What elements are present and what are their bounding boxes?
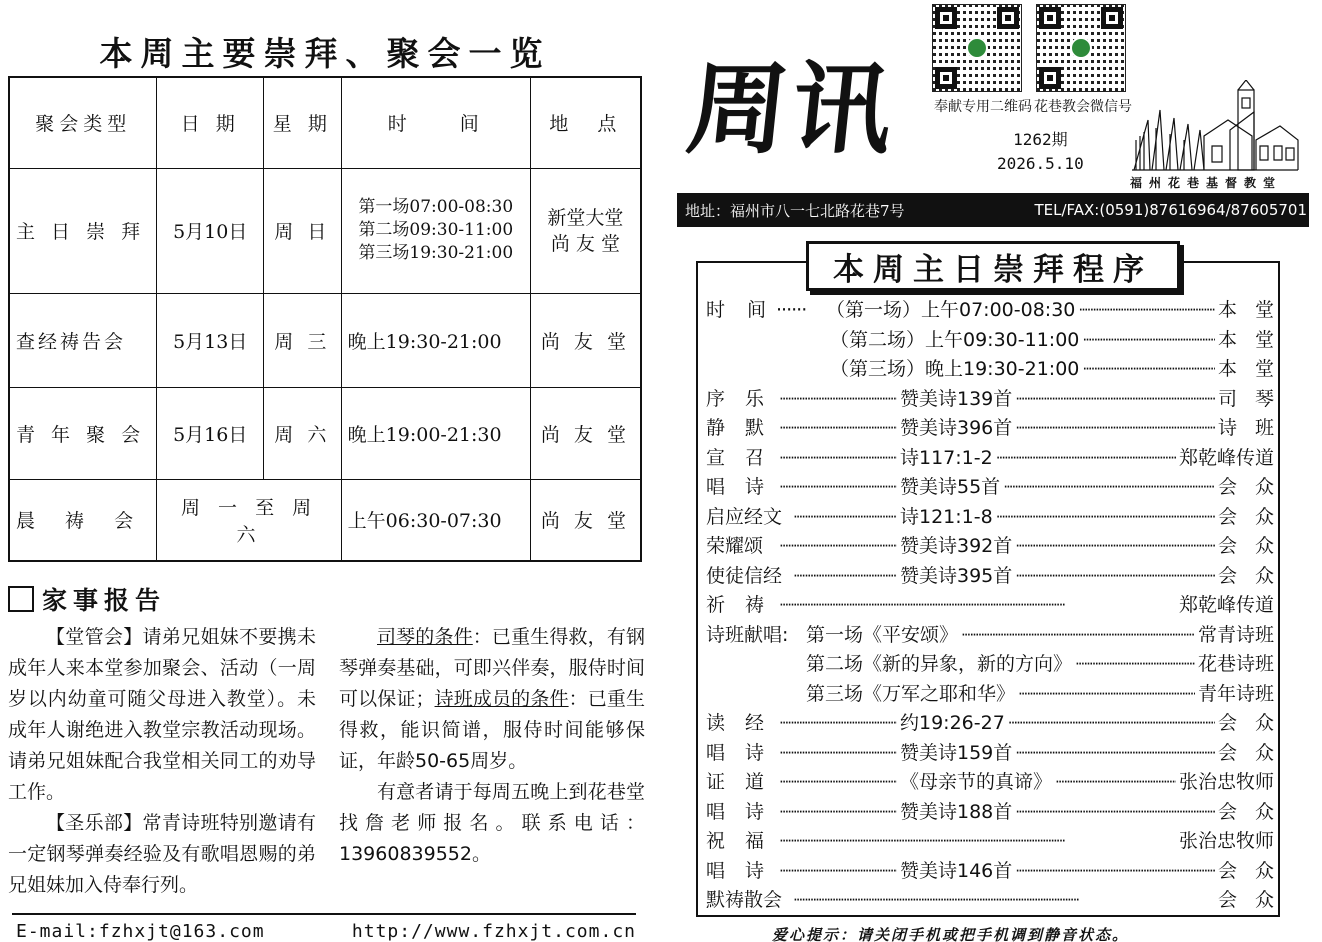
program-row (706, 886, 1292, 916)
program-leader: 张治忠牧师 (1178, 830, 1274, 852)
time-slot-2: 第二场09:30-11:00 (358, 220, 514, 240)
program-detail: 赞美诗139首 (900, 387, 1013, 410)
cell-place: 尚 友 堂 (530, 479, 641, 561)
program-detail: 赞美诗188首 (900, 800, 1013, 823)
program-label: 启应经文 (706, 505, 783, 528)
dots-leader (779, 857, 897, 887)
footer (16, 921, 636, 942)
donation-qr-code-icon (932, 4, 1022, 92)
wechat-qr-code-icon (1036, 4, 1126, 92)
program-row (706, 621, 1274, 651)
program-label: 静默 (706, 417, 785, 439)
program-items-1 (706, 385, 1292, 621)
footer-email[interactable]: E-mail:fzhxjt@163.com (16, 921, 265, 942)
cell-time (341, 168, 530, 293)
program-row (706, 503, 1292, 533)
program-row (706, 857, 1292, 887)
program-detail: 赞美诗392首 (900, 535, 1013, 557)
program-leader: 郑乾峰传道 (1178, 446, 1274, 469)
dots-leader (793, 886, 1215, 916)
program-row (706, 562, 1292, 592)
dots-leader (1015, 562, 1215, 592)
dots-leader (793, 562, 897, 592)
dots-leader (1008, 709, 1215, 739)
notice-title: 家事报告 (42, 586, 167, 615)
time-slot-1: 第一场07:00-08:30 (358, 197, 514, 217)
cell-place (530, 168, 641, 293)
program-leader: 会众 (1217, 712, 1292, 734)
tel-fax-text: TEL/FAX:(0591)87616964/87605701 (1034, 201, 1307, 219)
cell-weekday: 周 日 (263, 168, 341, 293)
program-label: 时 间 (706, 299, 775, 321)
cell-date: 5月13日 (157, 293, 264, 387)
table-header-row (9, 77, 641, 168)
notice-paragraph (8, 622, 316, 808)
program-label: 祝福 (706, 830, 785, 852)
cell-place: 尚 友 堂 (530, 293, 641, 387)
notice-text: 请弟兄姐妹不要携未成年人来本堂参加聚会、活动（一周岁以内幼童可随父母进入教堂）。未成年人谢绝进入教堂宗教活动现场。请弟兄姐妹配合我堂相关同工的劝导工作。 (8, 626, 316, 803)
cell-place: 尚 友 堂 (530, 387, 641, 479)
program-label: 宣召 (706, 446, 785, 469)
right-page (672, 0, 1322, 942)
condition-label: 诗班成员的条件 (434, 688, 569, 710)
qr1-label: 奉献专用二维码 (934, 99, 1032, 115)
program-title-box (806, 241, 1180, 291)
issue-info (997, 128, 1084, 176)
cell-date: 5月16日 (157, 387, 264, 479)
schedule-title: 本周主要崇拜、聚会一览 (99, 34, 551, 73)
program-detail: 赞美诗396首 (900, 417, 1013, 439)
program-detail: 赞美诗159首 (900, 741, 1013, 764)
masthead-title: 周讯 (681, 50, 903, 168)
dots-leader (779, 532, 897, 562)
dots-leader (1075, 650, 1195, 680)
program-row (706, 473, 1292, 503)
program-leader: 花巷诗班 (1197, 653, 1274, 675)
cell-time: 上午06:30-07:30 (341, 479, 530, 561)
program-detail: 《母亲节的真谛》 (900, 771, 1053, 793)
program-detail: 赞美诗395首 (900, 564, 1013, 587)
cell-date: 5月10日 (157, 168, 264, 293)
program-detail: 第二场《新的异象，新的方向》 (806, 653, 1073, 675)
cell-date-span: 周 一 至 周 六 (157, 479, 341, 561)
program-row (706, 414, 1292, 444)
program-leader: 会众 (1217, 564, 1292, 587)
program-row (706, 650, 1274, 680)
notice-paragraph (339, 622, 645, 777)
program-detail: 赞美诗146首 (900, 859, 1013, 882)
header-date: 日 期 (157, 77, 264, 168)
reminder-text: 爱心提示：请关闭手机或把手机调到静音状态。 (772, 926, 1130, 942)
notice-text: ：已重生得救，有钢琴弹奏基础，可即兴伴奏，服侍时间可以保证； (339, 626, 645, 710)
program-leader: 常青诗班 (1197, 623, 1274, 646)
program-leader: 会众 (1217, 741, 1292, 764)
dots-leader (779, 591, 1176, 621)
program-row (706, 680, 1274, 710)
cell-type: 晨 祷 会 (9, 479, 157, 561)
dots-leader (1082, 355, 1215, 385)
program-detail: 第三场《万军之耶和华》 (806, 682, 1016, 705)
dots-leader (779, 473, 897, 503)
dots-leader (1015, 857, 1215, 887)
program-row (706, 355, 1292, 385)
program-leader: 本堂 (1217, 328, 1292, 351)
program-leader: 会众 (1217, 505, 1292, 528)
dots-leader (779, 827, 1176, 857)
program-label: 使徒信经 (706, 564, 783, 587)
program-row (706, 444, 1274, 474)
program-items-2 (706, 709, 1292, 916)
program-label: 荣耀颂 (706, 535, 764, 557)
left-page (0, 0, 650, 942)
program-row (706, 385, 1292, 415)
dots-leader (1015, 739, 1215, 769)
program-label: 唱诗 (706, 859, 785, 882)
table-row (9, 387, 641, 479)
program-row (706, 532, 1292, 562)
program-detail: （第三场）晚上19:30-21:00 (830, 358, 1080, 380)
header-weekday: 星 期 (263, 77, 341, 168)
notice-text: 常青诗班特别邀请有一定钢琴弹奏经验及有歌唱恩赐的弟兄姐妹加入侍奉行列。 (8, 812, 316, 896)
table-row (9, 168, 641, 293)
program-leader: 司琴 (1217, 387, 1292, 410)
program-detail: 第一场《平安颂》 (806, 623, 959, 646)
dots-leader (961, 621, 1195, 651)
dots-leader (996, 444, 1176, 474)
cell-weekday: 周 六 (263, 387, 341, 479)
header-type: 聚会类型 (9, 77, 157, 168)
dots-leader (779, 385, 897, 415)
header-time: 时 间 (341, 77, 530, 168)
program-row (706, 709, 1292, 739)
program-leader: 会众 (1217, 535, 1292, 557)
dots-leader (1055, 768, 1176, 798)
time-slot-3: 第三场19:30-21:00 (358, 243, 514, 263)
program-detail: （第二场）上午09:30-11:00 (830, 328, 1080, 351)
dots-leader (1015, 532, 1215, 562)
notice-tag: 【圣乐部】 (46, 812, 143, 834)
program-leader: 会众 (1217, 476, 1292, 498)
footer-divider (12, 913, 636, 915)
worship-program (706, 296, 1292, 916)
place-line-1: 新堂大堂 (547, 206, 624, 229)
program-label: 唱诗 (706, 741, 785, 764)
program-label: 祈祷 (706, 594, 785, 616)
cell-type: 主 日 崇 拜 (9, 168, 157, 293)
program-leader: 张治忠牧师 (1178, 771, 1274, 793)
cell-time: 晚上19:00-21:30 (341, 387, 530, 479)
table-row (9, 479, 641, 561)
condition-label: 司琴的条件 (377, 626, 473, 648)
notice-column-left (8, 622, 316, 901)
program-detail: 赞美诗55首 (900, 476, 1001, 498)
program-row (706, 296, 1292, 326)
issue-date: 2026.5.10 (997, 154, 1084, 173)
church-name: 福州花巷基督教堂 (1130, 176, 1283, 190)
program-leader: 本堂 (1217, 358, 1292, 380)
program-detail: 约19:26-27 (900, 712, 1005, 734)
cell-type: 青 年 聚 会 (9, 387, 157, 479)
dots-leader (1018, 680, 1195, 710)
dots-leader (1078, 296, 1215, 326)
dots-leader (779, 709, 897, 739)
place-line-2: 尚 友 堂 (550, 232, 620, 255)
dots-leader (779, 768, 897, 798)
notice-text: ：已重生得救，能识简谱，服侍时间能够保证，年龄50-65周岁。 (339, 688, 645, 772)
program-row (706, 768, 1274, 798)
program-label: 唱诗 (706, 800, 785, 823)
program-leader: 会众 (1217, 800, 1292, 823)
notice-tag: 【堂管会】 (46, 626, 143, 648)
cell-weekday: 周 三 (263, 293, 341, 387)
address-bar (677, 193, 1309, 227)
dots-leader (779, 798, 897, 828)
program-row (706, 798, 1292, 828)
program-leader: 本堂 (1217, 299, 1292, 321)
issue-number: 1262期 (1013, 130, 1068, 149)
program-detail: 诗117:1-2 (900, 446, 993, 469)
dots-leader (1015, 385, 1215, 415)
dots-leader (996, 503, 1215, 533)
program-label: 唱诗 (706, 476, 785, 498)
cell-time: 晚上19:30-21:00 (341, 293, 530, 387)
church-building-icon (1130, 80, 1300, 172)
dots-leader (779, 414, 897, 444)
program-row (706, 326, 1292, 356)
table-row (9, 293, 641, 387)
program-leader: 诗班 (1217, 417, 1292, 439)
program-row (706, 739, 1292, 769)
choir-label: 诗班献唱: (706, 623, 789, 646)
checkbox-square-icon (8, 586, 34, 612)
dots-leader (1015, 414, 1215, 444)
program-leader: 会众 (1217, 889, 1292, 911)
program-leader: 郑乾峰传道 (1178, 594, 1274, 616)
notice-heading (8, 581, 166, 617)
notice-paragraph (8, 808, 316, 901)
program-title: 本周主日崇拜程序 (833, 251, 1153, 288)
schedule-table (8, 76, 642, 562)
program-label: 默祷散会 (706, 889, 783, 911)
footer-website[interactable]: http://www.fzhxjt.com.cn (351, 921, 636, 942)
program-detail: 诗121:1-8 (900, 505, 993, 528)
dots-leader (1003, 473, 1215, 503)
program-label: 读经 (706, 712, 785, 734)
dots-leader: ······ (776, 299, 807, 321)
qr2-label: 花巷教会微信号 (1034, 99, 1132, 115)
dots-leader (779, 739, 897, 769)
dots-leader (793, 503, 897, 533)
program-label: 序乐 (706, 387, 785, 410)
program-label: 证道 (706, 771, 785, 793)
cell-type: 查经祷告会 (9, 293, 157, 387)
program-row (706, 591, 1274, 621)
dots-leader (1082, 326, 1215, 356)
address-text: 地址：福州市八一七北路花巷7号 (685, 201, 905, 220)
program-detail: （第一场）上午07:00-08:30 (826, 299, 1076, 321)
dots-leader (779, 444, 897, 474)
header-place: 地 点 (530, 77, 641, 168)
notice-paragraph: 有意者请于每周五晚上到花巷堂找詹老师报名。联系电话：13960839552。 (339, 781, 645, 865)
dots-leader (1015, 798, 1215, 828)
program-leader: 会众 (1217, 859, 1292, 882)
program-row (706, 827, 1274, 857)
notice-column-right (339, 622, 645, 870)
program-leader: 青年诗班 (1197, 682, 1274, 705)
